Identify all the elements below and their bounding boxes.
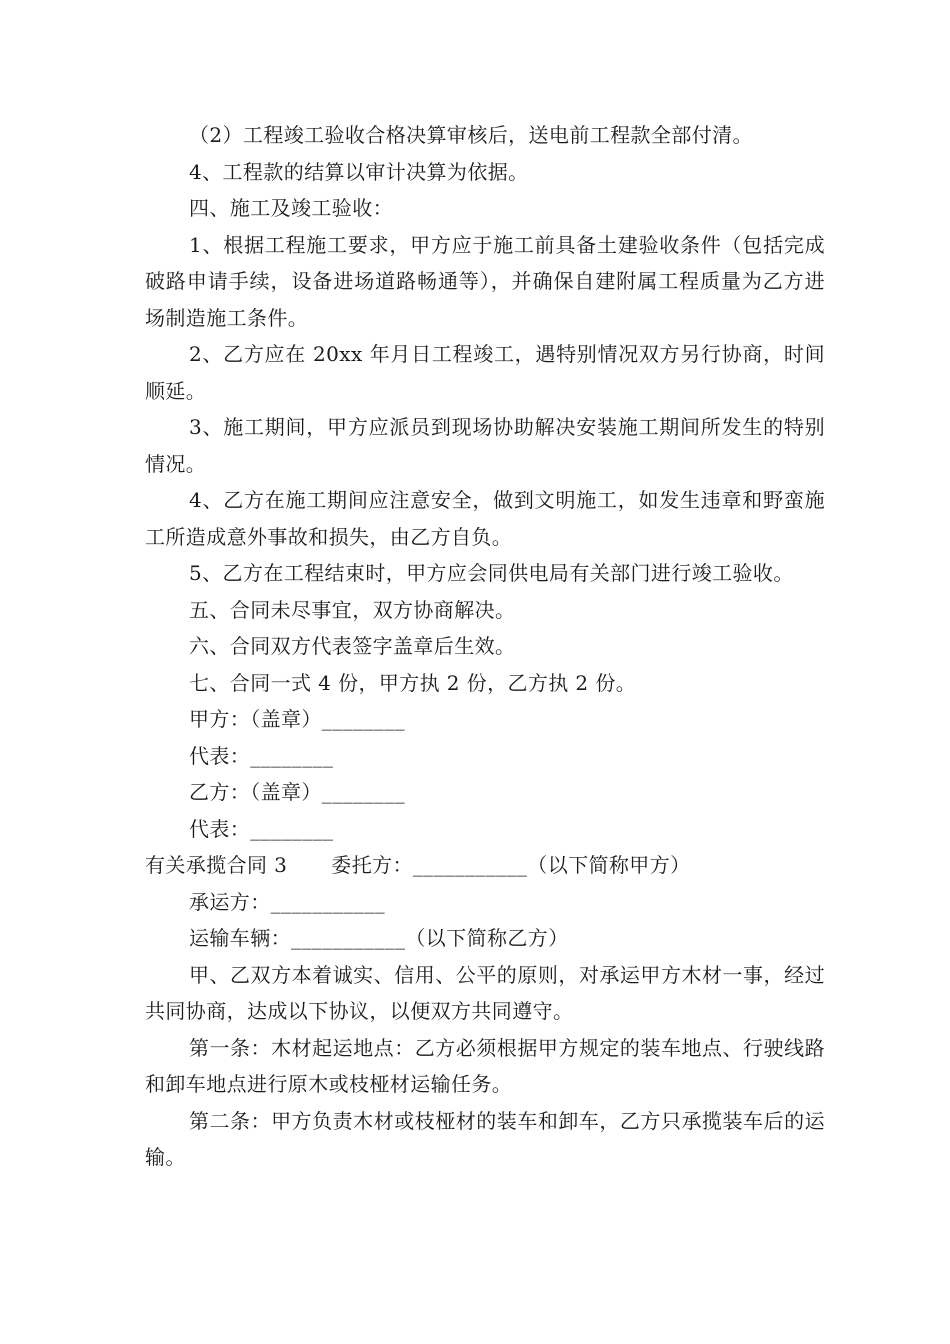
document-body [145, 117, 825, 1176]
heading-construction-acceptance: 四、施工及竣工验收： [189, 196, 393, 220]
section-title: 有关承揽合同 3 [145, 853, 288, 877]
paragraph-section-seven: 七、合同一式 4 份，甲方执 2 份，乙方执 2 份。 [189, 670, 637, 695]
paragraph-clause-2: 2、乙方应在 20xx 年月日工程竣工，遇特别情况双方另行协商，时间顺延。 [145, 342, 825, 403]
carrier-line: 承运方：___________ [189, 889, 385, 914]
vehicle-line: 运输车辆：___________（以下简称乙方） [189, 926, 569, 950]
signature-rep-b: 代表：________ [189, 816, 334, 841]
paragraph-payment-2: （2）工程竣工验收合格决算审核后，送电前工程款全部付清。 [189, 123, 753, 147]
client-line: 委托方：___________（以下简称甲方） [331, 853, 691, 877]
paragraph-article-1: 第一条：木材起运地点：乙方必须根据甲方规定的装车地点、行驶线路和卸车地点进行原木或枝桠材运输任务。 [145, 1035, 825, 1096]
paragraph-clause-5: 5、乙方在工程结束时，甲方应会同供电局有关部门进行竣工验收。 [189, 561, 794, 585]
paragraph-settlement: 4、工程款的结算以审计决算为依据。 [189, 159, 529, 184]
signature-rep-a: 代表：________ [189, 743, 334, 768]
signature-party-b: 乙方：（盖章）________ [189, 780, 405, 804]
paragraph-article-2: 第二条：甲方负责木材或枝桠材的装车和卸车，乙方只承揽装车后的运输。 [145, 1108, 825, 1169]
paragraph-clause-4: 4、乙方在施工期间应注意安全，做到文明施工，如发生违章和野蛮施工所造成意外事故和损失，由乙方自负。 [145, 488, 825, 549]
paragraph-section-six: 六、合同双方代表签字盖章后生效。 [189, 634, 516, 658]
section-heading-line [145, 847, 825, 884]
signature-party-a: 甲方：（盖章）________ [189, 707, 405, 731]
paragraph-section-five: 五、合同未尽事宜，双方协商解决。 [189, 597, 516, 622]
paragraph-clause-1: 1、根据工程施工要求，甲方应于施工前具备土建验收条件（包括完成破路申请手续，设备进场道路畅通等），并确保自建附属工程质量为乙方进场制造施工条件。 [145, 232, 825, 330]
paragraph-preamble: 甲、乙双方本着诚实、信用、公平的原则，对承运甲方木材一事，经过共同协商，达成以下协议，以便双方共同遵守。 [145, 962, 825, 1023]
paragraph-clause-3: 3、施工期间，甲方应派员到现场协助解决安装施工期间所发生的特别情况。 [145, 415, 825, 476]
